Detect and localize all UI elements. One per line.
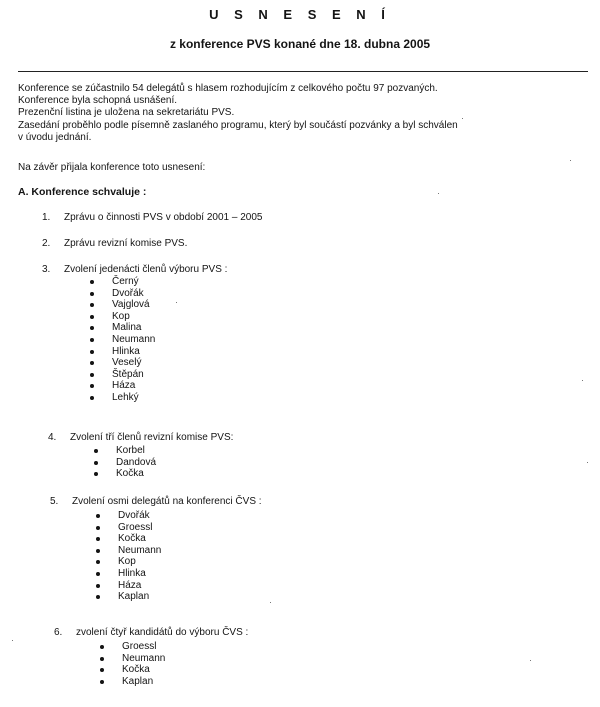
list-item: Háza — [94, 580, 161, 592]
list-item: Kop — [94, 556, 161, 568]
intro-line: Konference byla schopná usnášení. — [18, 95, 177, 107]
list-item: Hlinka — [88, 346, 155, 358]
closing-statement: Na závěr přijala konference toto usnesení: — [18, 162, 206, 173]
list-item: Neumann — [88, 334, 155, 346]
list-item: Kočka — [94, 533, 161, 545]
list-item: Štěpán — [88, 369, 155, 381]
scan-speck — [438, 193, 439, 194]
document-title: U S N E S E N Í — [209, 7, 391, 22]
delegate-list — [94, 510, 161, 603]
intro-line: Zasedání proběhlo podle písemně zaslaného programu, který byl součástí pozvánky a byl schválen — [18, 119, 458, 131]
list-item: Vajglová — [88, 299, 155, 311]
list-item: Kočka — [92, 468, 156, 480]
resolution-item-1 — [42, 212, 262, 224]
candidate-list — [98, 641, 165, 687]
item-number: 1. — [42, 212, 51, 223]
resolution-item-3 — [42, 264, 227, 276]
item-text: Zvolení tří členů revizní komise PVS: — [70, 432, 234, 443]
item-number: 2. — [42, 238, 51, 249]
resolution-item-5 — [50, 496, 262, 508]
list-item: Neumann — [94, 545, 161, 557]
resolution-item-4 — [48, 432, 233, 444]
scan-speck — [582, 380, 583, 381]
title-divider — [18, 71, 588, 72]
scan-speck — [12, 640, 13, 641]
list-item: Lehký — [88, 392, 155, 404]
scan-speck — [570, 160, 571, 161]
item-text: Zprávu revizní komise PVS. — [64, 238, 188, 249]
resolution-item-6 — [54, 627, 248, 639]
list-item: Korbel — [92, 445, 156, 457]
list-item: Kaplan — [94, 591, 161, 603]
intro-line: Konference se zúčastnilo 54 delegátů s hlasem rozhodujícím z celkového počtu 97 pozvaných. — [18, 83, 438, 94]
list-item: Háza — [88, 380, 155, 392]
list-item: Kaplan — [98, 676, 165, 688]
item-text: zvolení čtyř kandidátů do výboru ČVS : — [76, 627, 249, 638]
intro-paragraph — [18, 83, 590, 144]
list-item: Dvořák — [88, 288, 155, 300]
resolution-item-2 — [42, 238, 187, 250]
list-item: Veselý — [88, 357, 155, 369]
list-item: Dandová — [92, 457, 156, 469]
list-item: Kop — [88, 311, 155, 323]
item-text: Zprávu o činnosti PVS v období 2001 – 2005 — [64, 212, 263, 223]
list-item: Groessl — [94, 522, 161, 534]
list-item: Dvořák — [94, 510, 161, 522]
item-number: 3. — [42, 264, 51, 275]
audit-committee-list — [92, 445, 156, 480]
list-item: Černý — [88, 276, 155, 288]
item-number: 5. — [50, 496, 59, 507]
scan-speck — [462, 118, 463, 119]
list-item: Neumann — [98, 653, 165, 665]
intro-line: v úvodu jednání. — [18, 131, 92, 143]
item-text: Zvolení osmi delegátů na konferenci ČVS : — [72, 496, 262, 507]
scan-speck — [270, 602, 271, 603]
list-item: Groessl — [98, 641, 165, 653]
scan-speck — [176, 302, 177, 303]
list-item: Kočka — [98, 664, 165, 676]
section-a-heading: A. Konference schvaluje : — [18, 186, 147, 198]
list-item: Malina — [88, 322, 155, 334]
intro-line: Prezenční listina je uložena na sekretariátu PVS. — [18, 107, 235, 119]
document-subtitle: z konference PVS konané dne 18. dubna 2005 — [169, 37, 431, 51]
scan-speck — [530, 660, 531, 661]
item-number: 4. — [48, 432, 57, 443]
list-item: Hlinka — [94, 568, 161, 580]
scan-speck — [587, 462, 588, 463]
committee-member-list — [88, 276, 155, 404]
item-number: 6. — [54, 627, 63, 638]
item-text: Zvolení jedenácti členů výboru PVS : — [64, 264, 228, 275]
